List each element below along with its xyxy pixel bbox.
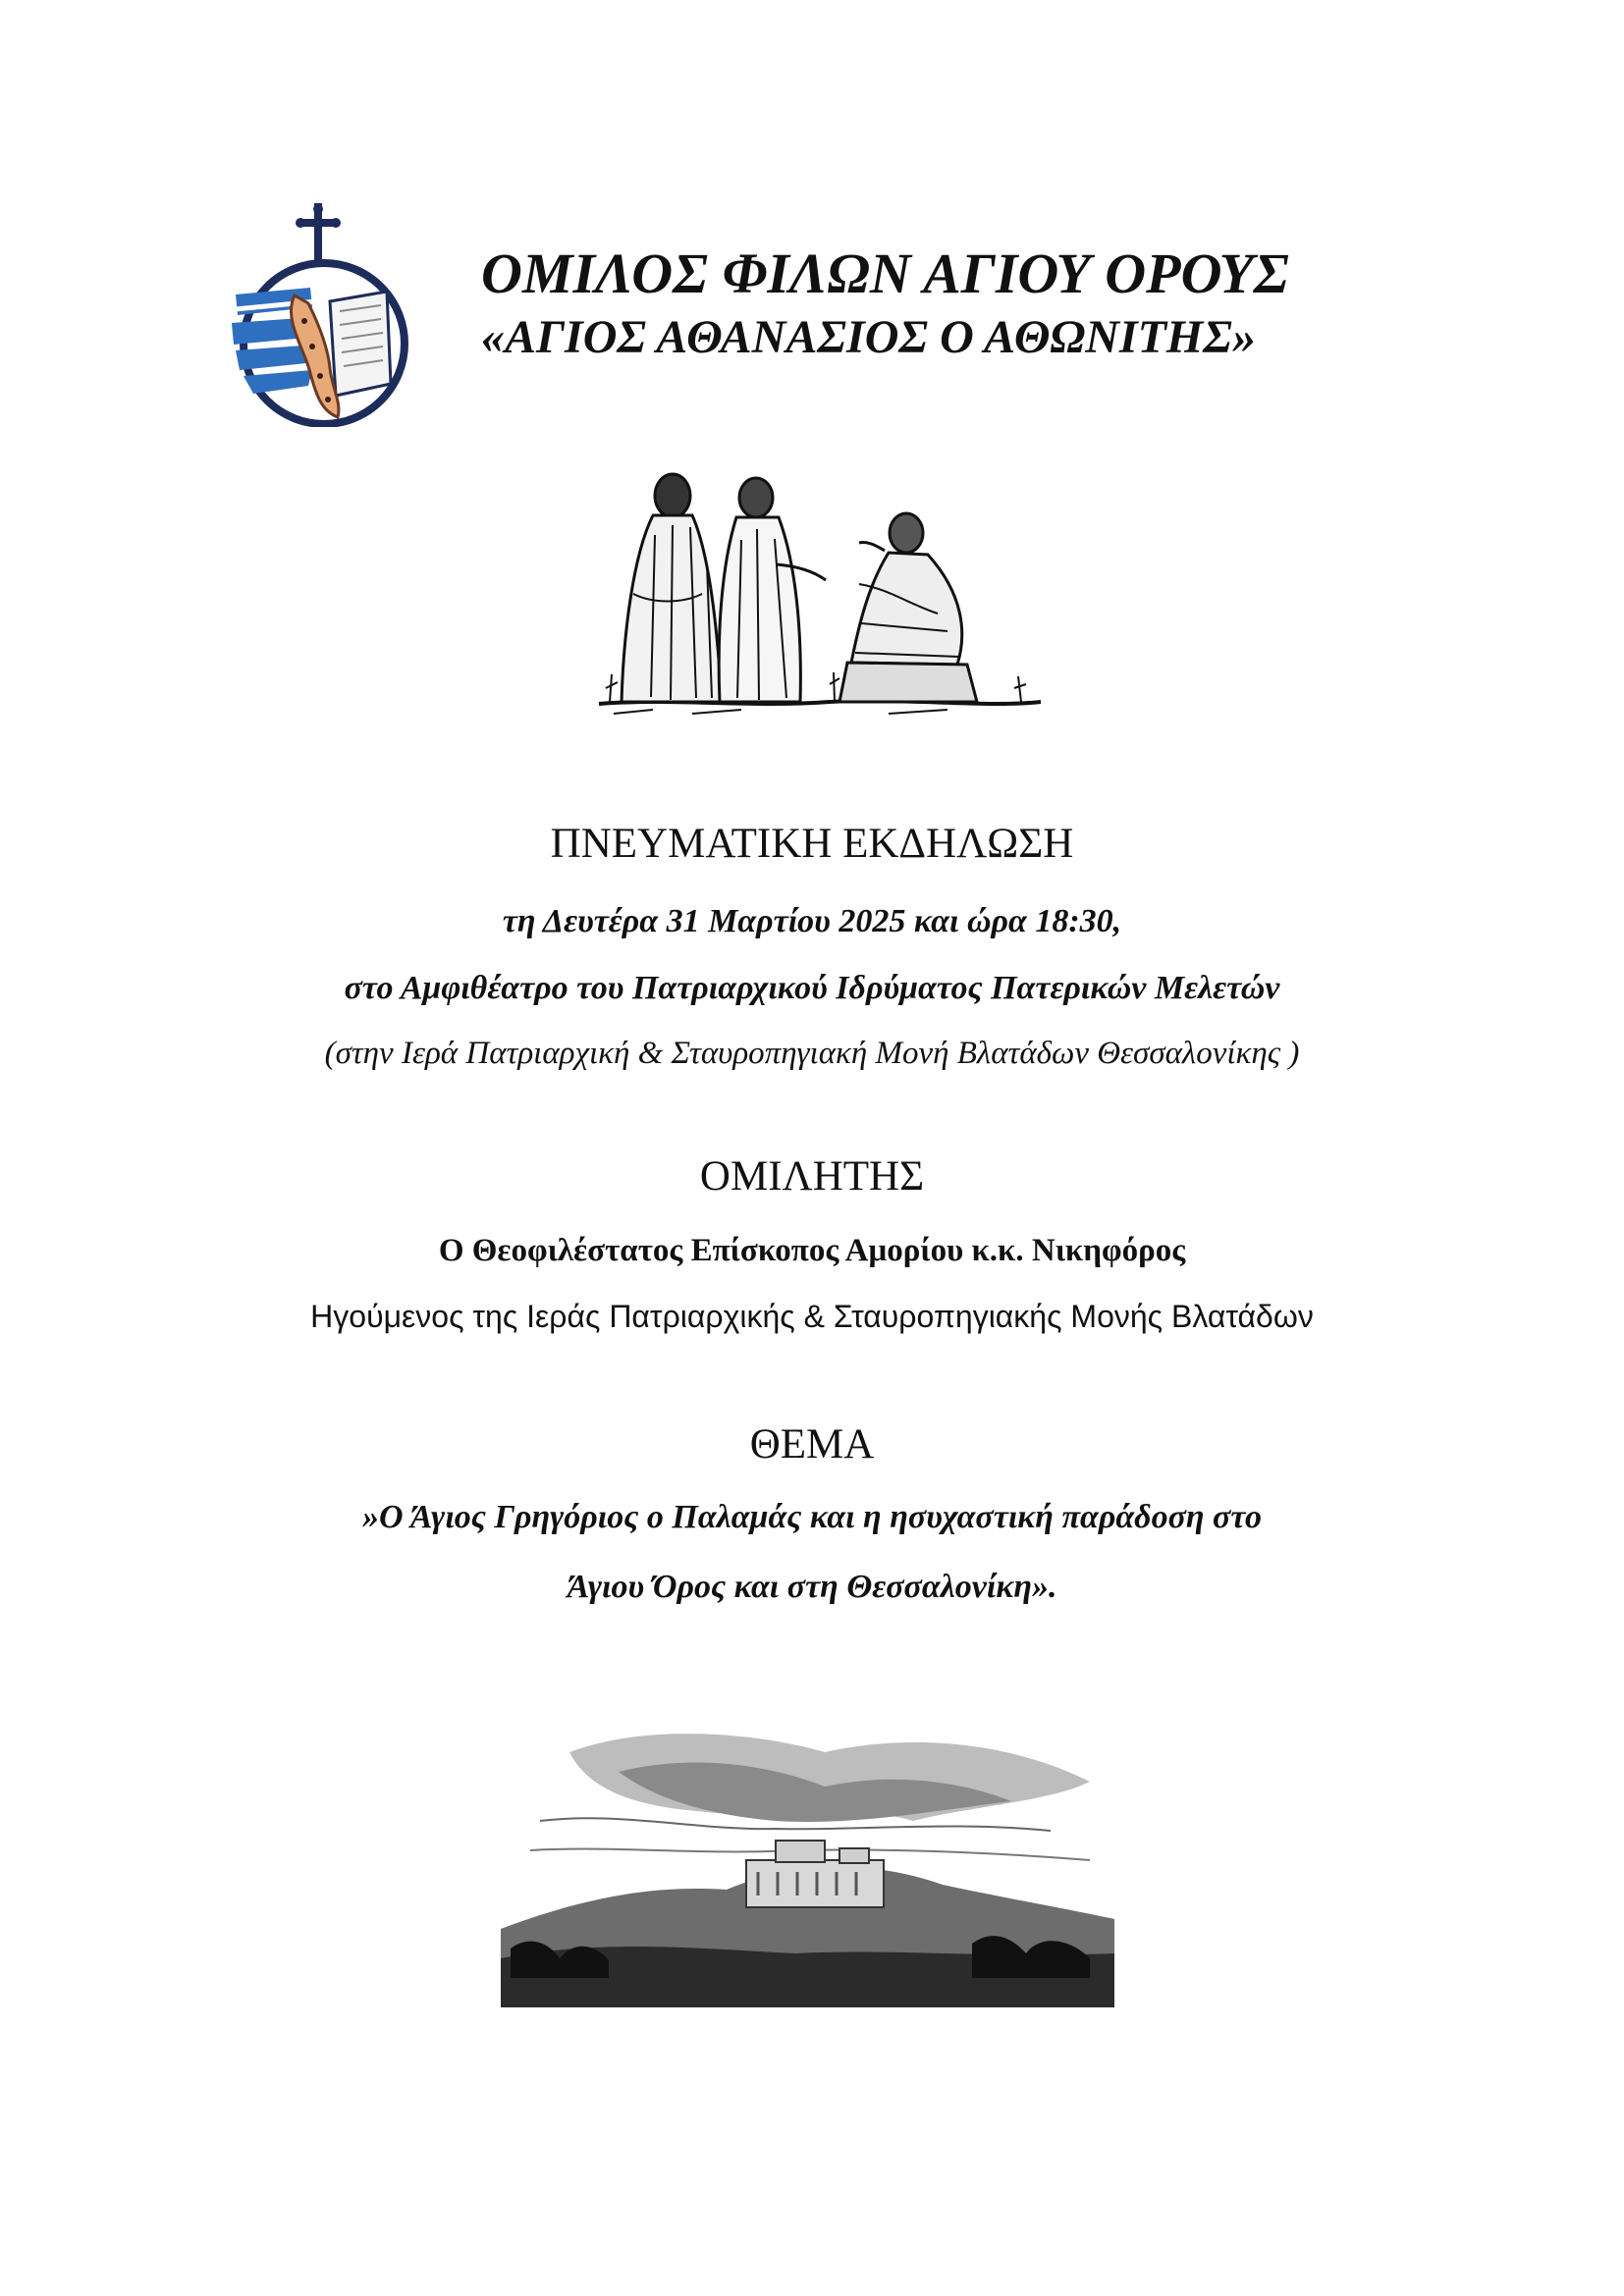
speaker-name: Ο Θεοφιλέστατος Επίσκοπος Αμορίου κ.κ. Νικηφόρος [438, 1233, 1186, 1268]
monks-engraving [594, 456, 1046, 721]
speaker-heading: ΟΜΙΛΗΤΗΣ [699, 1153, 925, 1200]
event-date: τη Δευτέρα 31 Μαρτίου 2025 και ώρα 18:30, [502, 903, 1122, 939]
organization-name: ΟΜΙΛΟΣ ΦΙΛΩΝ ΑΓΙΟΥ ΟΡΟΥΣ [481, 241, 1289, 305]
topic-line: Άγιου Όρος και στη Θεσσαλονίκη». [567, 1569, 1057, 1605]
event-venue-detail: (στην Ιερά Πατριαρχική & Σταυροπηγιακή Μονή Βλατάδων Θεσσαλονίκης ) [324, 1036, 1300, 1071]
event-venue: στο Αμφιθέατρο του Πατριαρχικού Ιδρύματος Πατερικών Μελετών [344, 970, 1280, 1006]
organization-subtitle: «ΑΓΙΟΣ ΑΘΑΝΑΣΙΟΣ Ο ΑΘΩΝΙΤΗΣ» [481, 311, 1256, 363]
topic-heading: ΘΕΜΑ [749, 1421, 875, 1468]
cross-medallion-logo-icon [214, 201, 420, 427]
event-heading: ΠΝΕΥΜΑΤΙΚΗ ΕΚΔΗΛΩΣΗ [550, 821, 1074, 867]
topic-line: »Ο Άγιος Γρηγόριος ο Παλαμάς και η ησυχαστική παράδοση στο [362, 1499, 1262, 1535]
speaker-role: Ηγούμενος της Ιεράς Πατριαρχικής & Σταυροπηγιακής Μονής Βλατάδων [310, 1299, 1314, 1334]
monastery-landscape-engraving [501, 1713, 1114, 2007]
